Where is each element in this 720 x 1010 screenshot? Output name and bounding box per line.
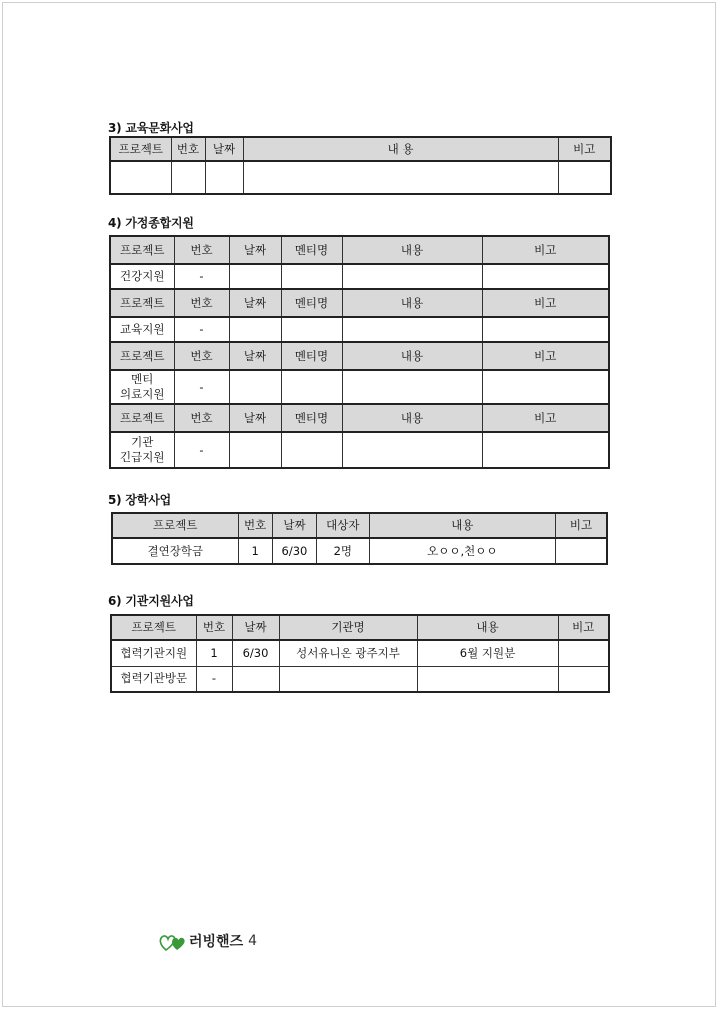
header-cell: 멘티명: [281, 236, 342, 264]
table-family-support: [109, 235, 610, 469]
header-cell: 프로젝트: [110, 236, 174, 264]
table-cell: [558, 666, 609, 692]
header-cell: 번호: [174, 342, 229, 370]
header-cell: 내용: [342, 289, 482, 317]
table-cell: [482, 370, 609, 404]
table-cell: [243, 161, 558, 194]
header-cell: 프로젝트: [112, 513, 238, 538]
header-cell: 비고: [482, 404, 609, 432]
table-cell: [342, 370, 482, 404]
logo-text: 러빙핸즈: [189, 934, 244, 950]
table-cell: [342, 264, 482, 289]
table-cell: [281, 370, 342, 404]
page-footer: [158, 930, 257, 952]
project-line: 의료지원: [120, 387, 165, 401]
table-cell: [205, 161, 243, 194]
header-cell: 날짜: [229, 404, 281, 432]
header-cell: 프로젝트: [110, 289, 174, 317]
table-cell: -: [174, 317, 229, 342]
table-cell: [281, 432, 342, 468]
table-scholarship: [111, 512, 608, 565]
header-cell: 날짜: [272, 513, 316, 538]
header-cell: 비고: [482, 289, 609, 317]
table-cell: [229, 370, 281, 404]
header-cell: 번호: [171, 137, 205, 161]
header-cell: 번호: [238, 513, 272, 538]
section-title-4: 4) 가정종합지원: [108, 216, 194, 230]
header-cell: 내용: [417, 615, 558, 640]
table-cell: 협력기관지원: [111, 640, 196, 666]
table-cell: [482, 264, 609, 289]
header-cell: 내용: [342, 404, 482, 432]
table-row: [110, 432, 609, 468]
table-cell: 6월 지원분: [417, 640, 558, 666]
header-cell: 내용: [369, 513, 556, 538]
table-cell: 결연장학금: [112, 538, 238, 564]
table-cell: [110, 432, 174, 468]
header-cell: 프로젝트: [111, 615, 196, 640]
table-cell: [342, 317, 482, 342]
table-cell: 교육지원: [110, 317, 174, 342]
header-cell: 프로젝트: [110, 404, 174, 432]
header-cell: 날짜: [205, 137, 243, 161]
table-cell: [417, 666, 558, 692]
header-cell: 날짜: [229, 289, 281, 317]
header-cell: 비고: [482, 236, 609, 264]
header-cell: 기관명: [279, 615, 417, 640]
header-cell: 번호: [196, 615, 232, 640]
section-title-5: 5) 장학사업: [108, 493, 171, 507]
table-row: [112, 538, 607, 564]
page-number: 4: [248, 933, 258, 949]
table-cell: 6/30: [272, 538, 316, 564]
table-cell: [110, 161, 171, 194]
table-header-row: [110, 137, 611, 161]
table-cell: [281, 317, 342, 342]
table-cell: [110, 370, 174, 404]
project-line: 기관: [131, 435, 154, 449]
table-cell: -: [196, 666, 232, 692]
table-cell: 건강지원: [110, 264, 174, 289]
table-cell: [229, 317, 281, 342]
table-header-row: [111, 615, 609, 640]
header-cell: 멘티명: [281, 342, 342, 370]
table-cell: [279, 666, 417, 692]
section-title-6: 6) 기관지원사업: [108, 594, 194, 608]
table-cell: 협력기관방문: [111, 666, 196, 692]
table-header-row: [112, 513, 607, 538]
header-cell: 비고: [556, 513, 607, 538]
table-row: [110, 370, 609, 404]
table-header-row: [110, 342, 609, 370]
table-cell: [558, 640, 609, 666]
project-line: 멘티: [131, 372, 154, 386]
table-cell: 성서유니온 광주지부: [279, 640, 417, 666]
header-cell: 비고: [558, 615, 609, 640]
header-cell: 프로젝트: [110, 137, 171, 161]
table-cell: -: [174, 370, 229, 404]
table-cell: 6/30: [232, 640, 279, 666]
table-cell: -: [174, 432, 229, 468]
header-cell: 멘티명: [281, 289, 342, 317]
table-row: [111, 666, 609, 692]
table-cell: [281, 264, 342, 289]
header-cell: 번호: [174, 404, 229, 432]
header-cell: 내용: [342, 236, 482, 264]
loving-hands-logo-icon: [158, 930, 186, 952]
table-cell: -: [174, 264, 229, 289]
table-cell: 오ㅇㅇ,천ㅇㅇ: [369, 538, 556, 564]
table-cell: [171, 161, 205, 194]
table-cell: [556, 538, 607, 564]
header-cell: 내 용: [243, 137, 558, 161]
header-cell: 날짜: [229, 342, 281, 370]
table-cell: [558, 161, 611, 194]
table-header-row: [110, 289, 609, 317]
header-cell: 날짜: [229, 236, 281, 264]
table-cell: [229, 432, 281, 468]
section-title-3: 3) 교육문화사업: [108, 121, 194, 135]
table-header-row: [110, 404, 609, 432]
table-row: [110, 161, 611, 194]
table-cell: 1: [196, 640, 232, 666]
header-cell: 내용: [342, 342, 482, 370]
table-cell: 2명: [317, 538, 369, 564]
table-header-row: [110, 236, 609, 264]
table-cell: [342, 432, 482, 468]
table-cell: [232, 666, 279, 692]
table-education-culture: [109, 136, 612, 195]
header-cell: 번호: [174, 236, 229, 264]
header-cell: 멘티명: [281, 404, 342, 432]
header-cell: 번호: [174, 289, 229, 317]
header-cell: 비고: [558, 137, 611, 161]
project-line: 긴급지원: [120, 450, 165, 464]
header-cell: 프로젝트: [110, 342, 174, 370]
header-cell: 대상자: [317, 513, 369, 538]
header-cell: 날짜: [232, 615, 279, 640]
table-row: [110, 264, 609, 289]
table-institution-support: [110, 614, 610, 693]
table-cell: [229, 264, 281, 289]
table-cell: 1: [238, 538, 272, 564]
table-cell: [482, 317, 609, 342]
header-cell: 비고: [482, 342, 609, 370]
table-row: [110, 317, 609, 342]
table-cell: [482, 432, 609, 468]
table-row: [111, 640, 609, 666]
